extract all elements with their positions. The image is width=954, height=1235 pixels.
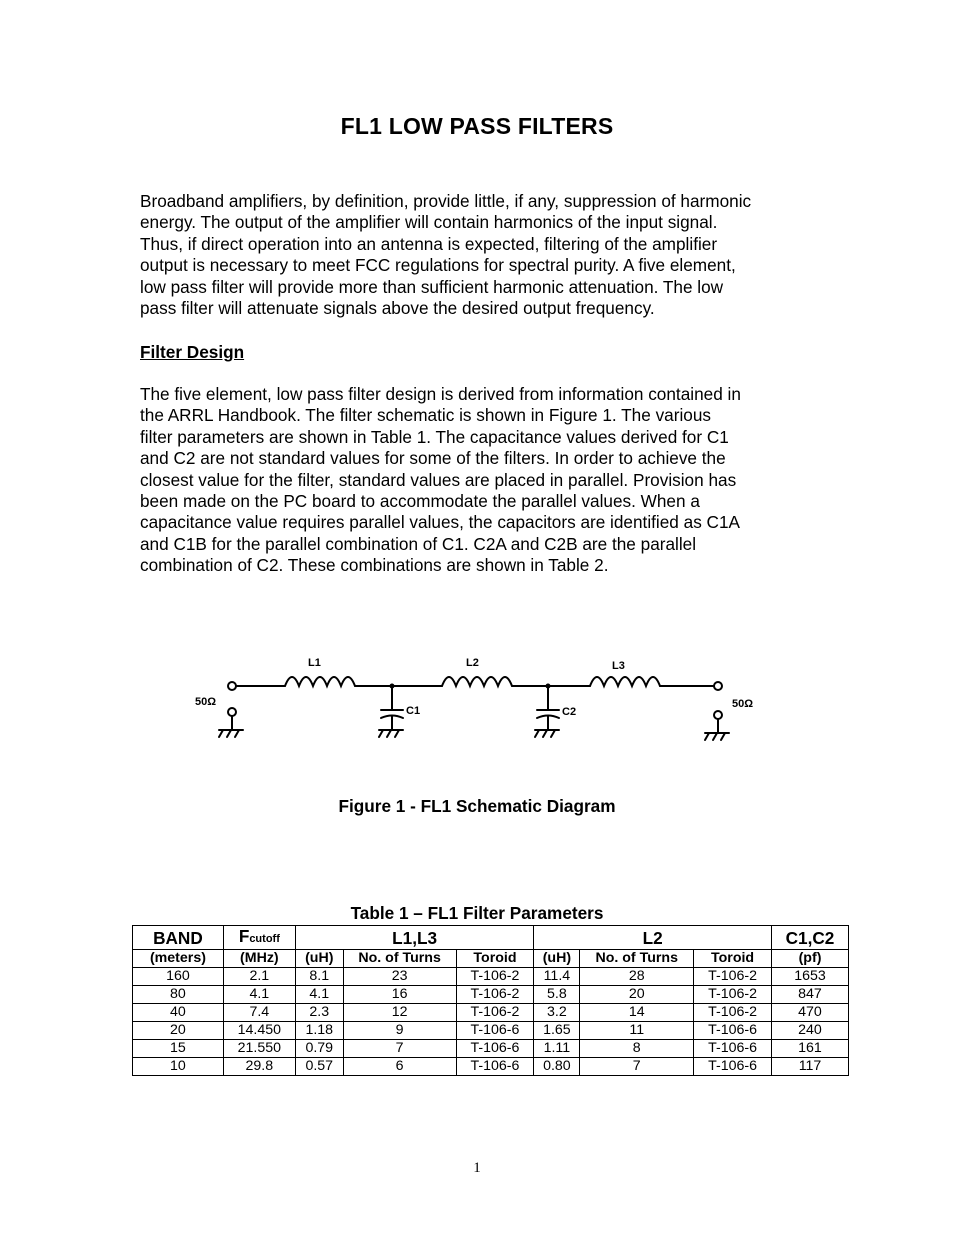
ground-icon bbox=[721, 733, 725, 740]
ground-icon bbox=[235, 730, 239, 737]
inductor-l2 bbox=[442, 677, 512, 686]
intro-line: pass filter will attenuate signals above the desired output frequency. bbox=[140, 298, 655, 319]
subheader-cell: (uH) bbox=[295, 950, 343, 968]
subheader-cell: (pf) bbox=[772, 950, 849, 968]
table-cell: T-106-2 bbox=[456, 986, 534, 1004]
ground-icon bbox=[219, 730, 223, 737]
header-l1l3: L1,L3 bbox=[295, 926, 534, 950]
junction-dot bbox=[390, 684, 395, 689]
table-cell: 7 bbox=[343, 1040, 456, 1058]
table-cell: 10 bbox=[133, 1058, 224, 1076]
label-c1: C1 bbox=[406, 705, 421, 717]
page-title: FL1 LOW PASS FILTERS bbox=[340, 113, 614, 139]
input-terminal bbox=[228, 682, 236, 690]
ground-icon bbox=[543, 730, 547, 737]
ground-icon bbox=[395, 730, 399, 737]
table-cell: 0.79 bbox=[295, 1040, 343, 1058]
subheader-cell: Toroid bbox=[694, 950, 772, 968]
design-line: combination of C2. These combinations are shown in Table 2. bbox=[140, 555, 609, 576]
table-row bbox=[133, 1022, 849, 1040]
subheader-cell: (meters) bbox=[133, 950, 224, 968]
intro-line: low pass filter will provide more than sufficient harmonic attenuation. The low bbox=[140, 276, 724, 297]
table-cell: T-106-2 bbox=[456, 1004, 534, 1022]
table-cell: 1.11 bbox=[534, 1040, 580, 1058]
table-row bbox=[133, 1040, 849, 1058]
design-line: been made on the PC board to accommodate the parallel values. When a bbox=[140, 491, 700, 512]
output-terminal bbox=[714, 682, 722, 690]
header-l2: L2 bbox=[534, 926, 772, 950]
ground-icon bbox=[713, 733, 717, 740]
subheader-cell: No. of Turns bbox=[580, 950, 694, 968]
table-cell: 1.65 bbox=[534, 1022, 580, 1040]
ground-icon bbox=[551, 730, 555, 737]
header-f-subscript: cutoff bbox=[249, 933, 280, 945]
label-output-impedance: 50Ω bbox=[732, 698, 754, 710]
schematic-svg bbox=[180, 615, 780, 775]
design-line: and C2 are not standard values for some of the filters. In order to achieve the bbox=[140, 448, 726, 469]
design-line: the ARRL Handbook. The filter schematic is shown in Figure 1. The various bbox=[140, 405, 711, 426]
ground-icon bbox=[227, 730, 231, 737]
table-row bbox=[133, 1058, 849, 1076]
table-cell: T-106-6 bbox=[694, 1040, 772, 1058]
subheader-cell: (uH) bbox=[534, 950, 580, 968]
intro-line: energy. The output of the amplifier will contain harmonics of the input signal. bbox=[140, 212, 718, 233]
table-cell: 161 bbox=[772, 1040, 849, 1058]
table-cell: 1.18 bbox=[295, 1022, 343, 1040]
table-caption: Table 1 – FL1 Filter Parameters bbox=[350, 903, 604, 923]
design-line: The five element, low pass filter design is derived from information contained in bbox=[140, 384, 741, 404]
intro-line: output is necessary to meet FCC regulations for spectral purity. A five element, bbox=[140, 255, 736, 276]
table-cell: 0.57 bbox=[295, 1058, 343, 1076]
table-cell: 12 bbox=[343, 1004, 456, 1022]
table-cell: 6 bbox=[343, 1058, 456, 1076]
table-cell: 14 bbox=[580, 1004, 694, 1022]
table-cell: 11 bbox=[580, 1022, 694, 1040]
label-l1: L1 bbox=[308, 657, 321, 669]
table-header-row bbox=[133, 926, 849, 950]
ground-icon bbox=[705, 733, 709, 740]
input-ground-terminal bbox=[228, 708, 236, 716]
table-cell: 117 bbox=[772, 1058, 849, 1076]
page-number: 1 bbox=[473, 1160, 481, 1176]
table-cell: T-106-2 bbox=[694, 968, 772, 986]
table-cell: 5.8 bbox=[534, 986, 580, 1004]
section-heading: Filter Design bbox=[140, 342, 245, 362]
table-cell: 0.80 bbox=[534, 1058, 580, 1076]
table-cell: 28 bbox=[580, 968, 694, 986]
table-subheader-row bbox=[133, 950, 849, 968]
table-cell: 29.8 bbox=[223, 1058, 295, 1076]
table-cell: 9 bbox=[343, 1022, 456, 1040]
subheader-cell: No. of Turns bbox=[343, 950, 456, 968]
table-cell: 4.1 bbox=[295, 986, 343, 1004]
intro-line: Thus, if direct operation into an antenna is expected, filtering of the amplifier bbox=[140, 233, 718, 254]
table-cell: T-106-6 bbox=[694, 1058, 772, 1076]
table-cell: 11.4 bbox=[534, 968, 580, 986]
table-cell: 40 bbox=[133, 1004, 224, 1022]
header-c1c2: C1,C2 bbox=[772, 926, 849, 950]
inductor-l1 bbox=[285, 677, 355, 686]
header-band: BAND bbox=[133, 926, 224, 950]
table-cell: 160 bbox=[133, 968, 224, 986]
junction-dot bbox=[546, 684, 551, 689]
table-cell: 21.550 bbox=[223, 1040, 295, 1058]
label-l2: L2 bbox=[466, 657, 479, 669]
design-paragraph bbox=[140, 384, 830, 577]
table-cell: T-106-6 bbox=[456, 1040, 534, 1058]
design-line: and C1B for the parallel combination of C1. C2A and C2B are the parallel bbox=[140, 533, 697, 554]
subheader-cell: Toroid bbox=[456, 950, 534, 968]
table-cell: 8.1 bbox=[295, 968, 343, 986]
table-cell: 8 bbox=[580, 1040, 694, 1058]
schematic-diagram bbox=[180, 615, 780, 775]
intro-paragraph bbox=[140, 191, 830, 319]
table-cell: 20 bbox=[580, 986, 694, 1004]
ground-icon bbox=[535, 730, 539, 737]
intro-line: Broadband amplifiers, by definition, provide little, if any, suppression of harmonic bbox=[140, 191, 752, 211]
inductor-l3 bbox=[590, 677, 660, 686]
table-cell: 7 bbox=[580, 1058, 694, 1076]
filter-parameters-table bbox=[132, 925, 849, 1076]
table-cell: 2.1 bbox=[223, 968, 295, 986]
table-cell: T-106-2 bbox=[694, 986, 772, 1004]
table-cell: 20 bbox=[133, 1022, 224, 1040]
table-cell: 3.2 bbox=[534, 1004, 580, 1022]
table-cell: T-106-2 bbox=[456, 968, 534, 986]
output-ground-terminal bbox=[714, 711, 722, 719]
table-row bbox=[133, 1004, 849, 1022]
table-cell: 7.4 bbox=[223, 1004, 295, 1022]
ground-icon bbox=[387, 730, 391, 737]
table-row bbox=[133, 968, 849, 986]
design-line: capacitance value requires parallel values, the capacitors are identified as C1A bbox=[140, 512, 740, 533]
design-line: closest value for the filter, standard values are placed in parallel. Provision has bbox=[140, 469, 737, 490]
table-cell: 15 bbox=[133, 1040, 224, 1058]
table-cell: 4.1 bbox=[223, 986, 295, 1004]
table-cell: 470 bbox=[772, 1004, 849, 1022]
table-cell: 23 bbox=[343, 968, 456, 986]
ground-icon bbox=[379, 730, 383, 737]
label-c2: C2 bbox=[562, 706, 577, 718]
table-cell: 14.450 bbox=[223, 1022, 295, 1040]
table-cell: 1653 bbox=[772, 968, 849, 986]
table-cell: T-106-6 bbox=[456, 1058, 534, 1076]
header-fcutoff bbox=[223, 926, 295, 950]
design-line: filter parameters are shown in Table 1. The capacitance values derived for C1 bbox=[140, 426, 729, 447]
subheader-cell: (MHz) bbox=[223, 950, 295, 968]
table-cell: 2.3 bbox=[295, 1004, 343, 1022]
table-row bbox=[133, 986, 849, 1004]
table-cell: 16 bbox=[343, 986, 456, 1004]
table-cell: T-106-6 bbox=[456, 1022, 534, 1040]
header-f: F bbox=[238, 926, 250, 946]
label-input-impedance: 50Ω bbox=[195, 696, 217, 708]
figure-caption: Figure 1 - FL1 Schematic Diagram bbox=[338, 796, 616, 816]
table-cell: 80 bbox=[133, 986, 224, 1004]
table-cell: 240 bbox=[772, 1022, 849, 1040]
table-cell: T-106-2 bbox=[694, 1004, 772, 1022]
table-cell: 847 bbox=[772, 986, 849, 1004]
label-l3: L3 bbox=[612, 660, 625, 672]
table-cell: T-106-6 bbox=[694, 1022, 772, 1040]
